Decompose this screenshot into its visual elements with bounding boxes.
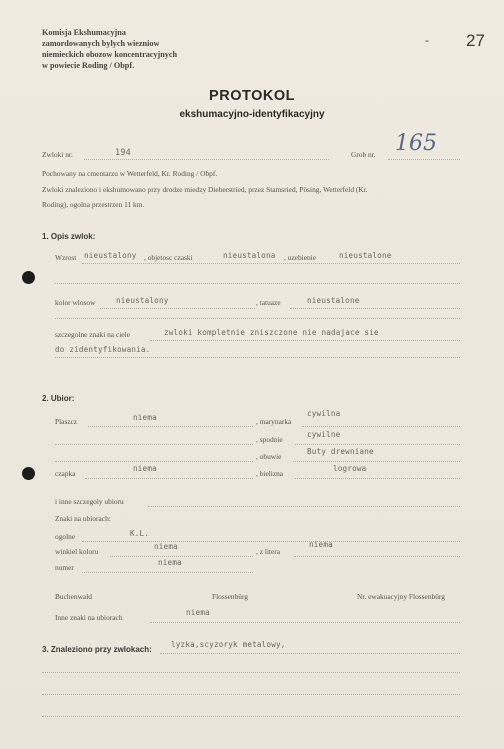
czapka-value: niema [133, 464, 157, 473]
inne-znaki-underline [150, 622, 460, 623]
numer-label: numer [55, 563, 74, 572]
ogolne-label: ogolne [55, 532, 76, 541]
ogolne-value: K.L. [130, 529, 150, 538]
obuwie-underline [293, 461, 460, 462]
znaki-value-line-2: do zidentyfikowania. [55, 345, 151, 354]
winkiel-underline [110, 556, 253, 557]
czapka-label: czapka [55, 469, 76, 478]
section-3-value: lyzka,scyzoryk metalowy, [171, 640, 286, 649]
inne-ubior-label: i inne szczegoly ubioru [55, 497, 124, 506]
zwloki-value: 194 [115, 148, 131, 158]
grob-underline [388, 159, 460, 160]
grob-label: Grob nr. [351, 150, 376, 159]
tatuaze-underline [290, 308, 460, 309]
tatuaze-label: , tatuaze [256, 298, 281, 307]
org-line-3: niemieckich obozow koncentracyjnych [42, 50, 178, 59]
inne-znaki-value: niema [186, 608, 210, 617]
objetosc-label: , objetosc czaski [144, 253, 193, 262]
bielizna-underline [295, 478, 460, 479]
spodnie-value: cywilne [307, 430, 341, 439]
buchenwald-label: Buchenwald [55, 592, 92, 601]
blank-line-3 [55, 357, 460, 358]
czapka-underline [85, 478, 253, 479]
winkiel-label: winkiel koloru [55, 547, 99, 556]
org-line-4: w powiecie Roding / Obpf. [42, 61, 135, 70]
wzrost-underline [82, 263, 460, 264]
znaleziono-text-line-1: Zwloki znaleziono i ekshumowano przy drodze miedzy Dieberstried, przez Stamsried, Pösing, Wetterfeld (Kr. [42, 185, 368, 194]
uzebienie-value: nieustalone [339, 251, 392, 260]
inne-znaki-label: Inne znaki na ubiorach [55, 613, 123, 622]
kolor-value: nieustalony [116, 296, 169, 305]
obuwie-label: , obuwie [256, 452, 282, 461]
section-1-title: 1. Opis zwlok: [42, 232, 96, 241]
spodnie-left-line [55, 444, 253, 445]
kolor-label: kolor wlosow [55, 298, 96, 307]
page-number: 27 [466, 31, 485, 50]
plaszcz-underline [88, 426, 253, 427]
litera-label: , z litera [256, 547, 281, 556]
grob-value: 165 [395, 131, 437, 156]
obuwie-value: Buty drewniane [307, 447, 374, 456]
zwloki-underline [84, 159, 329, 160]
punch-hole-upper [22, 271, 35, 284]
blank-line-2 [55, 318, 460, 319]
spodnie-label: , spodnie [256, 435, 283, 444]
obuwie-left-line [55, 461, 253, 462]
znaleziono-text-line-2: Roding), ogolna przestrzen 11 km. [42, 200, 145, 209]
objetosc-value: nieustalona [223, 251, 276, 260]
section-3-title: 3. Znaleziono przy zwlokach: [42, 645, 152, 654]
znaki-label: szczegolne znaki na ciele [55, 330, 130, 339]
document-title: PROTOKOL [209, 88, 295, 104]
inne-ubior-underline [148, 506, 460, 507]
numer-underline [82, 572, 253, 573]
winkiel-value: niema [154, 542, 178, 551]
znaki-value-line-1: zwloki kompletnie zniszczone nie nadajace sie [164, 328, 379, 337]
org-line-1: Komisja Ekshumacyjna [42, 28, 126, 37]
marynarka-label: , marynarka [256, 417, 292, 426]
kolor-underline [100, 308, 255, 309]
znaki-underline [150, 340, 460, 341]
pochowany-text: Pochowany na cmentarzu w Wetterfeld, Kr. Roding / Obpf. [42, 169, 218, 178]
wzrost-value: nieustalony [84, 251, 137, 260]
numer-value: niema [158, 558, 182, 567]
spodnie-underline [295, 444, 460, 445]
marynarka-underline [302, 426, 460, 427]
punch-hole-lower [22, 467, 35, 480]
zwloki-label: Zwloki nr. [42, 150, 73, 159]
flossenburg-label: Flossenbürg [212, 592, 249, 601]
litera-underline [294, 556, 460, 557]
blank-line-1 [55, 283, 460, 284]
org-line-2: zamordowanych bylych wiezniow [42, 39, 160, 48]
ogolne-underline [82, 541, 460, 542]
ewak-label: Nr. ewakuacyjny Flossenbürg [357, 592, 445, 601]
tatuaze-value: nieustalone [307, 296, 360, 305]
bielizna-label: , bielizna [256, 469, 284, 478]
marynarka-value: cywilna [307, 409, 341, 418]
znaki-ubior-label: Znaki na ubiorach: [55, 514, 111, 523]
bielizna-value: logrowa [333, 464, 367, 473]
page-mark: - [425, 33, 429, 47]
plaszcz-label: Plaszcz [55, 417, 78, 426]
section-3-underline [160, 653, 460, 654]
blank-line-4 [42, 672, 460, 673]
section-2-title: 2. Ubior: [42, 394, 75, 403]
uzebienie-label: , uzebienie [284, 253, 317, 262]
blank-line-5 [42, 694, 460, 695]
litera-value: niema [309, 540, 333, 549]
wzrost-label: Wzrost [55, 253, 77, 262]
document-subtitle: ekshumacyjno-identyfikacyjny [179, 109, 325, 120]
org-header [42, 27, 177, 71]
plaszcz-value: niema [133, 413, 157, 422]
blank-line-6 [42, 716, 460, 717]
